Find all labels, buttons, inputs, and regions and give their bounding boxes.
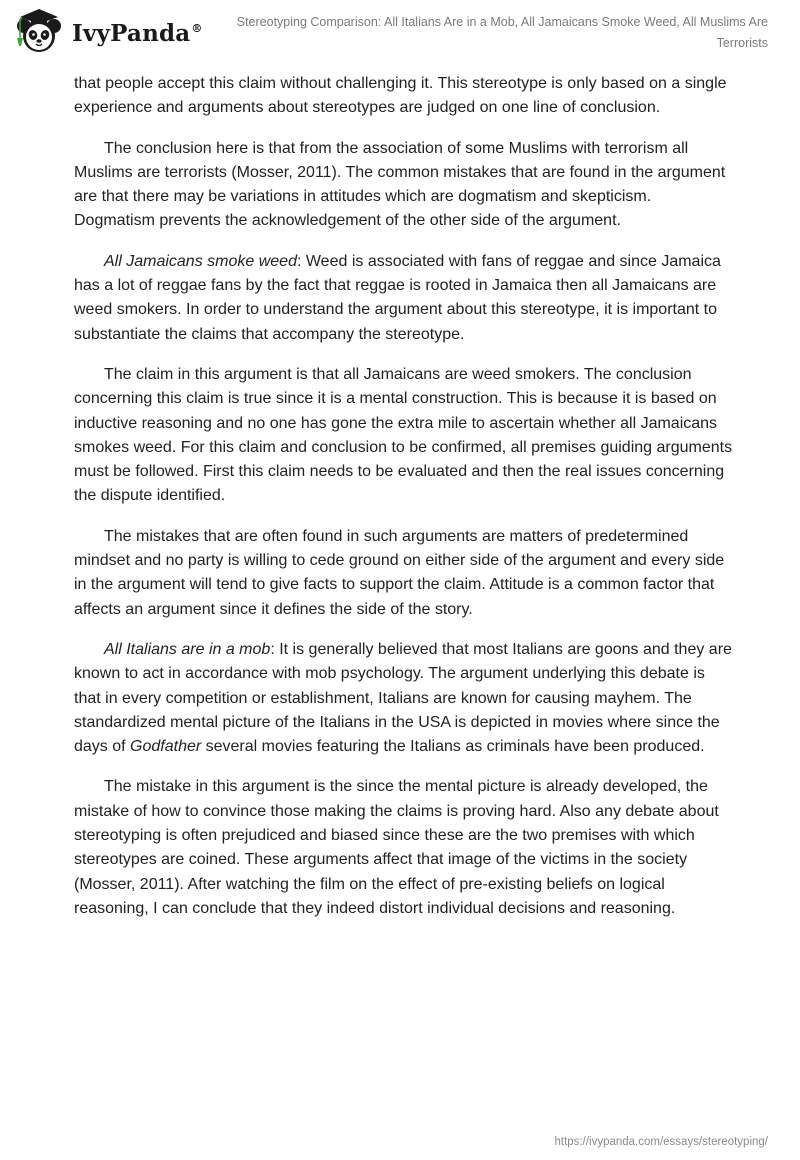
paragraph-3 (74, 250, 734, 347)
ivypanda-logo[interactable] (14, 8, 203, 54)
page-header (0, 0, 800, 70)
paragraph-4: The claim in this argument is that all Jamaicans are weed smokers. The conclusion concerning this claim is true since it is a mental construction. This is because it is based on inductive reasoning and no one has gone the extra mile to ascertain whether all Jamaicans smokes weed. For this claim and conclusion to be confirmed, all premises guiding arguments must be followed. First this claim needs to be evaluated and then the real issues concerning the dispute identified. (74, 365, 733, 505)
paragraph-6 (74, 638, 734, 759)
paragraph-5: The mistakes that are often found in such arguments are matters of predetermined mindset and no party is willing to cede ground on either side of the argument and every side in the argument will tend to give facts to support the claim. Attitude is a common factor that affects an argument since it defines the side of the story. (74, 527, 725, 618)
paragraph-6-text-a: : It is generally believed that most Italians are goons and they are known to act in accordance with mob psychology. The argument underlying this debate is that in every competition or establishment, Italians are known for causing mayhem. The standardized mental picture of the Italians in the USA is depicted in movies where since the days of (74, 640, 732, 756)
paragraph-7: The mistake in this argument is the since the mental picture is already developed, the mistake of how to convince those making the claims is proving hard. Also any debate about stereotyping is often prejudiced and biased since these are the two premises with which stereotypes are coined. These arguments affect that image of the victims in the society (Mosser, 2011). After watching the film on the effect of pre-existing beliefs on logical reasoning, I can conclude that they indeed distort individual decisions and reasoning. (74, 778, 719, 917)
section-heading-jamaicans: All Jamaicans smoke weed (104, 252, 297, 270)
paragraph-1: that people accept this claim without challenging it. This stereotype is only based on a single experience and arguments about stereotypes are judged on one line of conclusion. (74, 75, 727, 117)
panda-graduate-icon (14, 8, 66, 54)
source-url[interactable]: https://ivypanda.com/essays/stereotyping/ (554, 1136, 768, 1148)
paragraph-2: The conclusion here is that from the association of some Muslims with terrorism all Muslims are terrorists (Mosser, 2011). The common mistakes that are found in the argument are that there may be variations in attitudes which are dogmatism and skepticism. Dogmatism prevents the acknowledgement of the other side of the argument. (74, 139, 726, 230)
section-heading-italians: All Italians are in a mob (104, 640, 271, 658)
essay-body (74, 72, 734, 937)
registered-mark: ® (191, 21, 203, 35)
document-title: Stereotyping Comparison: All Italians Are in a Mob, All Jamaicans Smoke Weed, All Muslims Are Terrorists (236, 15, 768, 50)
film-title: Godfather (130, 738, 202, 756)
paragraph-3-text: : Weed is associated with fans of reggae and since Jamaica has a lot of reggae fans by the fact that reggae is rooted in Jamaica then all Jamaicans are weed smokers. In order to understand the argument about this stereotype, it is important to substantiate the claims that accompany the stereotype. (74, 252, 721, 343)
paragraph-6-text-b: several movies featuring the Italians as criminals have been produced. (201, 738, 705, 756)
brand-name: IvyPanda® (72, 19, 203, 47)
